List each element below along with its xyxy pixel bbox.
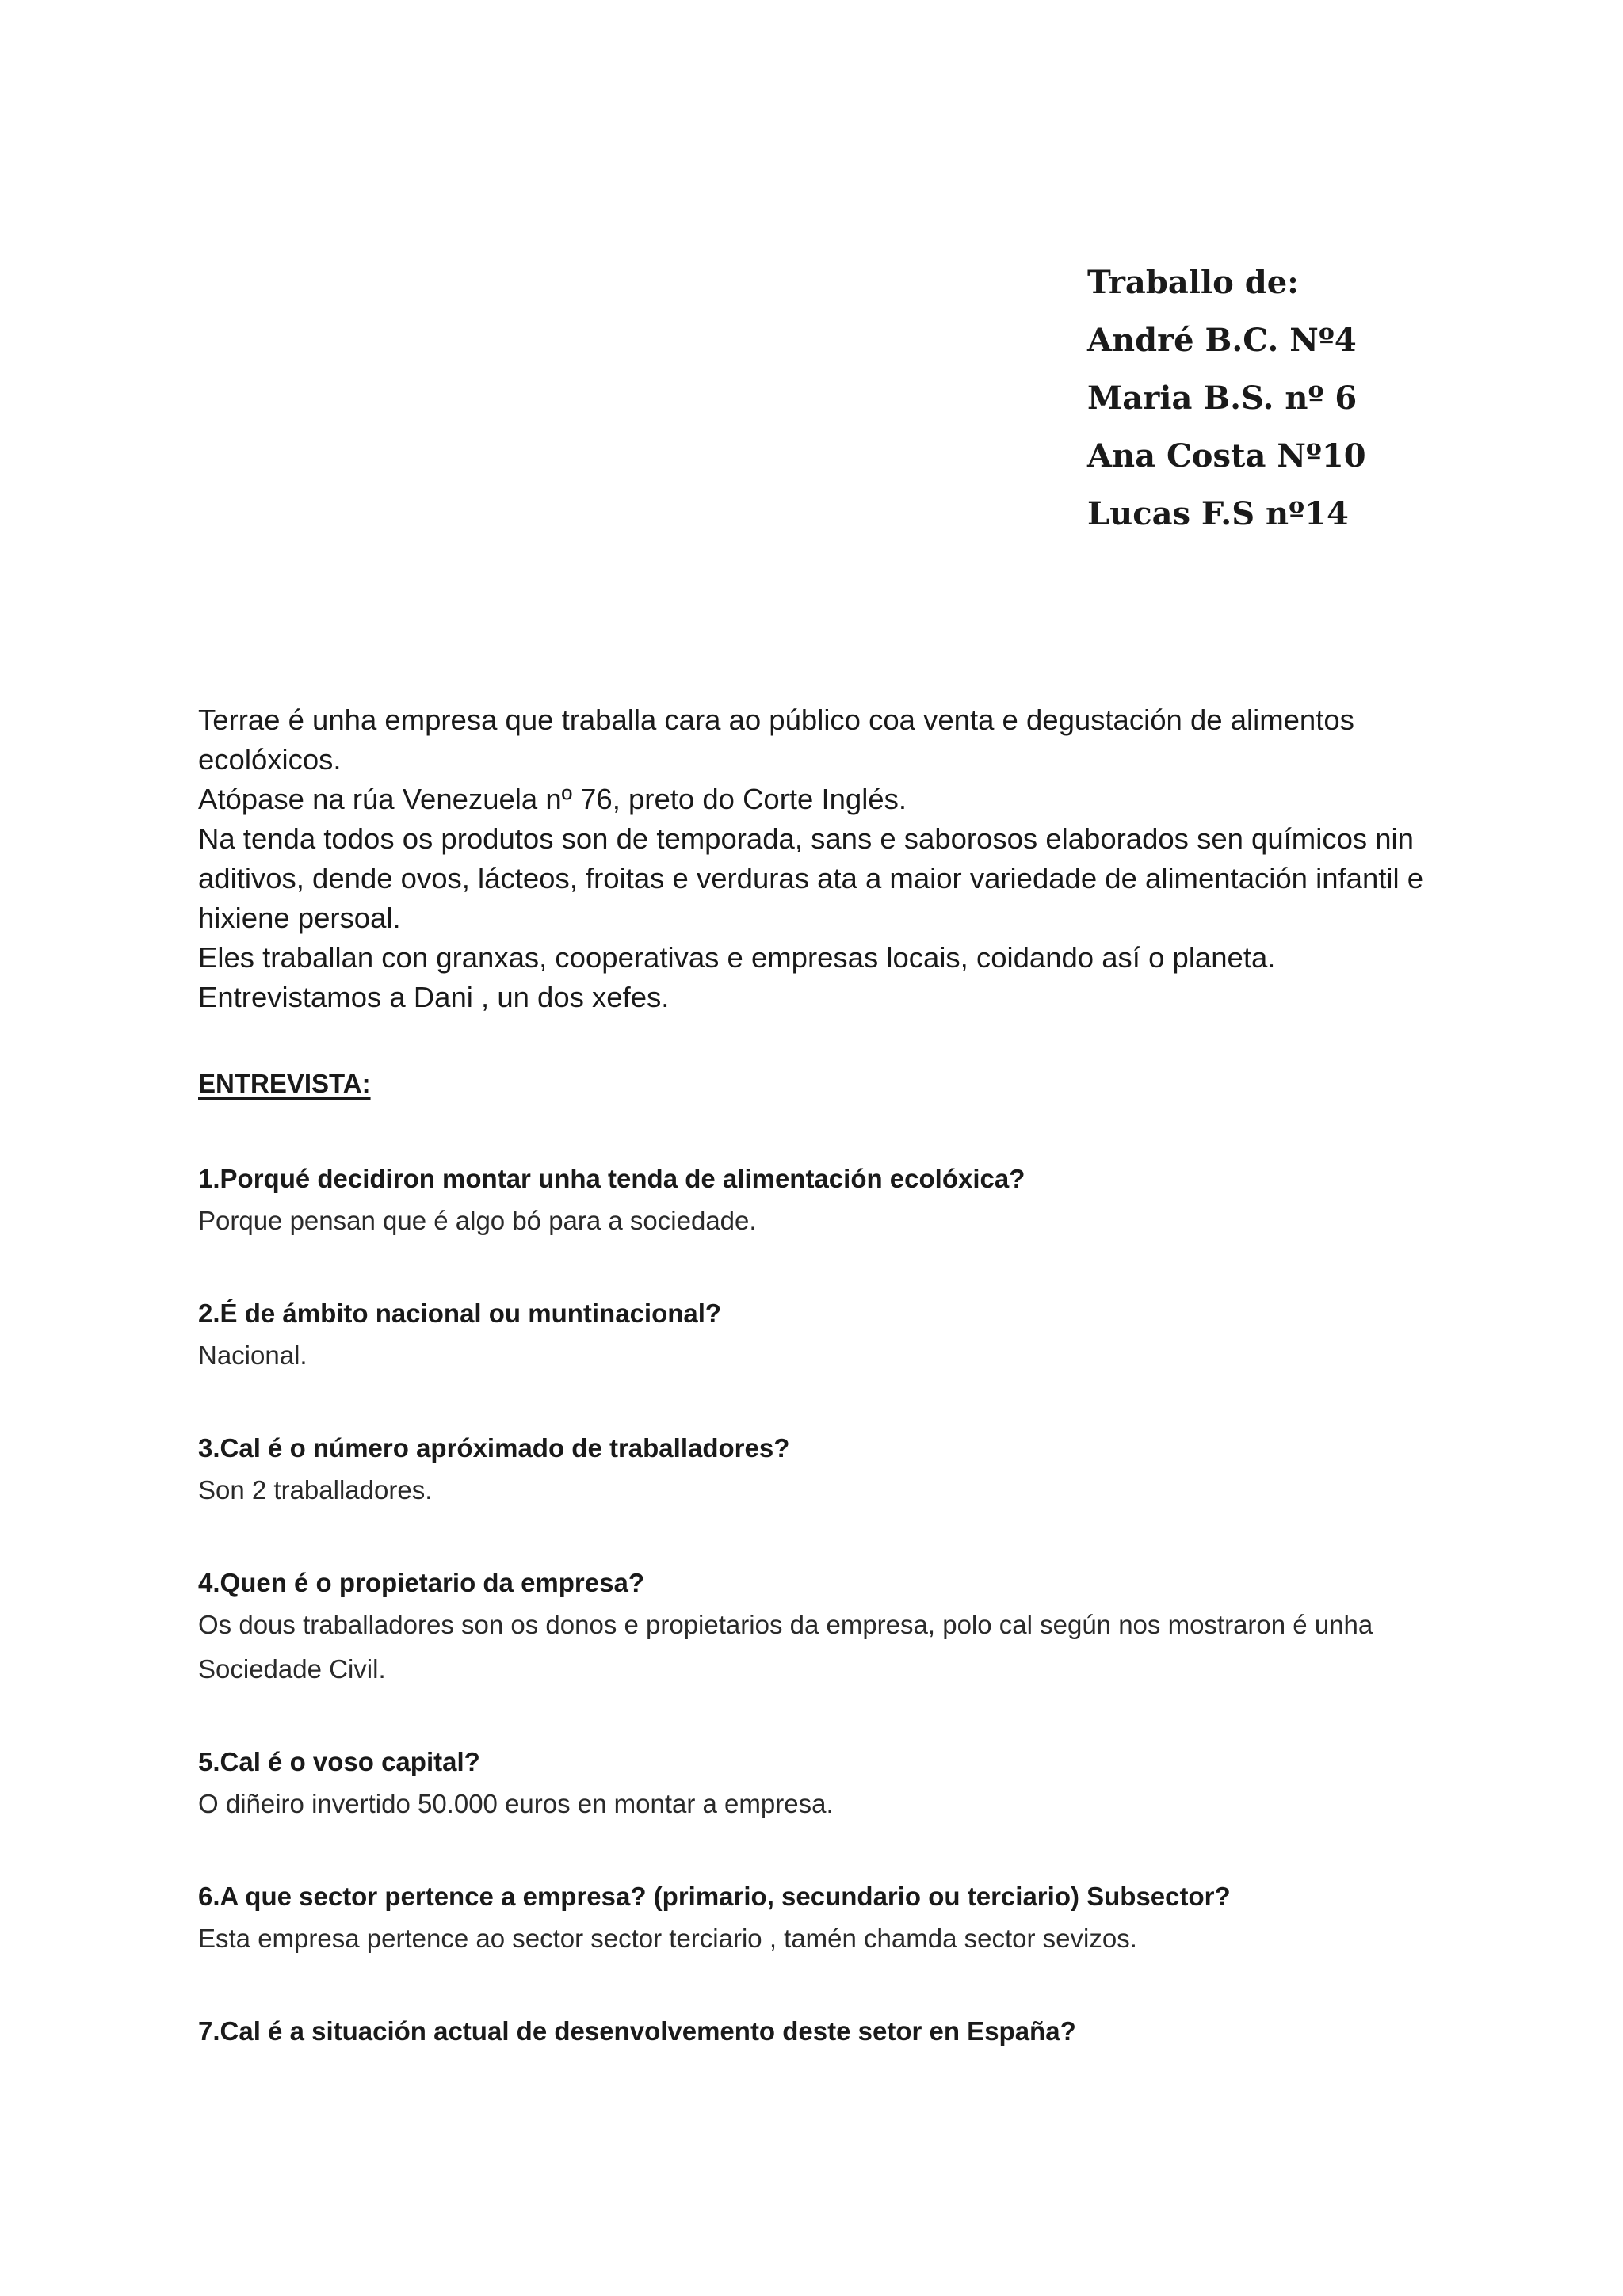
authors-heading: Traballo de: bbox=[1087, 264, 1299, 301]
interview-answer: Porque pensan que é algo bó para a sociedade. bbox=[198, 1206, 757, 1235]
authors-block bbox=[1087, 254, 1366, 543]
intro-text bbox=[198, 700, 1434, 1017]
interview-question: 4.Quen é o propietario da empresa? bbox=[198, 1568, 644, 1597]
interview-title: ENTREVISTA: bbox=[198, 1069, 371, 1098]
author-name: André B.C. Nº4 bbox=[1087, 322, 1357, 359]
interview-question: 1.Porqué decidiron montar unha tenda de alimentación ecolóxica? bbox=[198, 1164, 1025, 1193]
intro-paragraph: Na tenda todos os produtos son de temporada, sans e saborosos elaborados sen químicos nin aditivos, dende ovos, lácteos, froitas e verduras ata a maior variedade de alimentación infantil e hixiene persoal. bbox=[198, 822, 1424, 934]
interview-item bbox=[198, 1159, 1450, 1243]
interview-item bbox=[198, 1742, 1450, 1826]
interview-item bbox=[198, 1428, 1450, 1512]
interview-answer: Son 2 traballadores. bbox=[198, 1475, 433, 1505]
interview-answer: Nacional. bbox=[198, 1341, 307, 1370]
author-name: Maria B.S. nº 6 bbox=[1087, 379, 1358, 417]
interview-answer: Os dous traballadores son os donos e propietarios da empresa, polo cal según nos mostraron é unha Sociedade Civil. bbox=[198, 1610, 1373, 1684]
interview-item bbox=[198, 2012, 1450, 2051]
interview-item bbox=[198, 1563, 1450, 1691]
intro-paragraph: Terrae é unha empresa que traballa cara ao público coa venta e degustación de alimentos ecolóxicos. bbox=[198, 704, 1354, 776]
interview-question: 3.Cal é o número apróximado de traballadores? bbox=[198, 1433, 790, 1463]
intro-paragraph: Eles traballan con granxas, cooperativas e empresas locais, coidando así o planeta. bbox=[198, 941, 1276, 974]
interview-question: 5.Cal é o voso capital? bbox=[198, 1747, 480, 1776]
author-name: Lucas F.S nº14 bbox=[1087, 495, 1349, 532]
author-name: Ana Costa Nº10 bbox=[1087, 437, 1366, 475]
interview-answer: O diñeiro invertido 50.000 euros en montar a empresa. bbox=[198, 1789, 834, 1818]
interview-item bbox=[198, 1877, 1450, 1961]
interview-question: 6.A que sector pertence a empresa? (primario, secundario ou terciario) Subsector? bbox=[198, 1882, 1231, 1911]
intro-paragraph: Entrevistamos a Dani , un dos xefes. bbox=[198, 981, 670, 1013]
interview-item bbox=[198, 1294, 1450, 1378]
interview-question: 2.É de ámbito nacional ou muntinacional? bbox=[198, 1299, 722, 1328]
intro-paragraph: Atópase na rúa Venezuela nº 76, preto do Corte Inglés. bbox=[198, 783, 907, 815]
interview-answer: Esta empresa pertence ao sector sector terciario , tamén chamda sector sevizos. bbox=[198, 1924, 1137, 1953]
interview-question: 7.Cal é a situación actual de desenvolvemento deste setor en España? bbox=[198, 2016, 1076, 2046]
